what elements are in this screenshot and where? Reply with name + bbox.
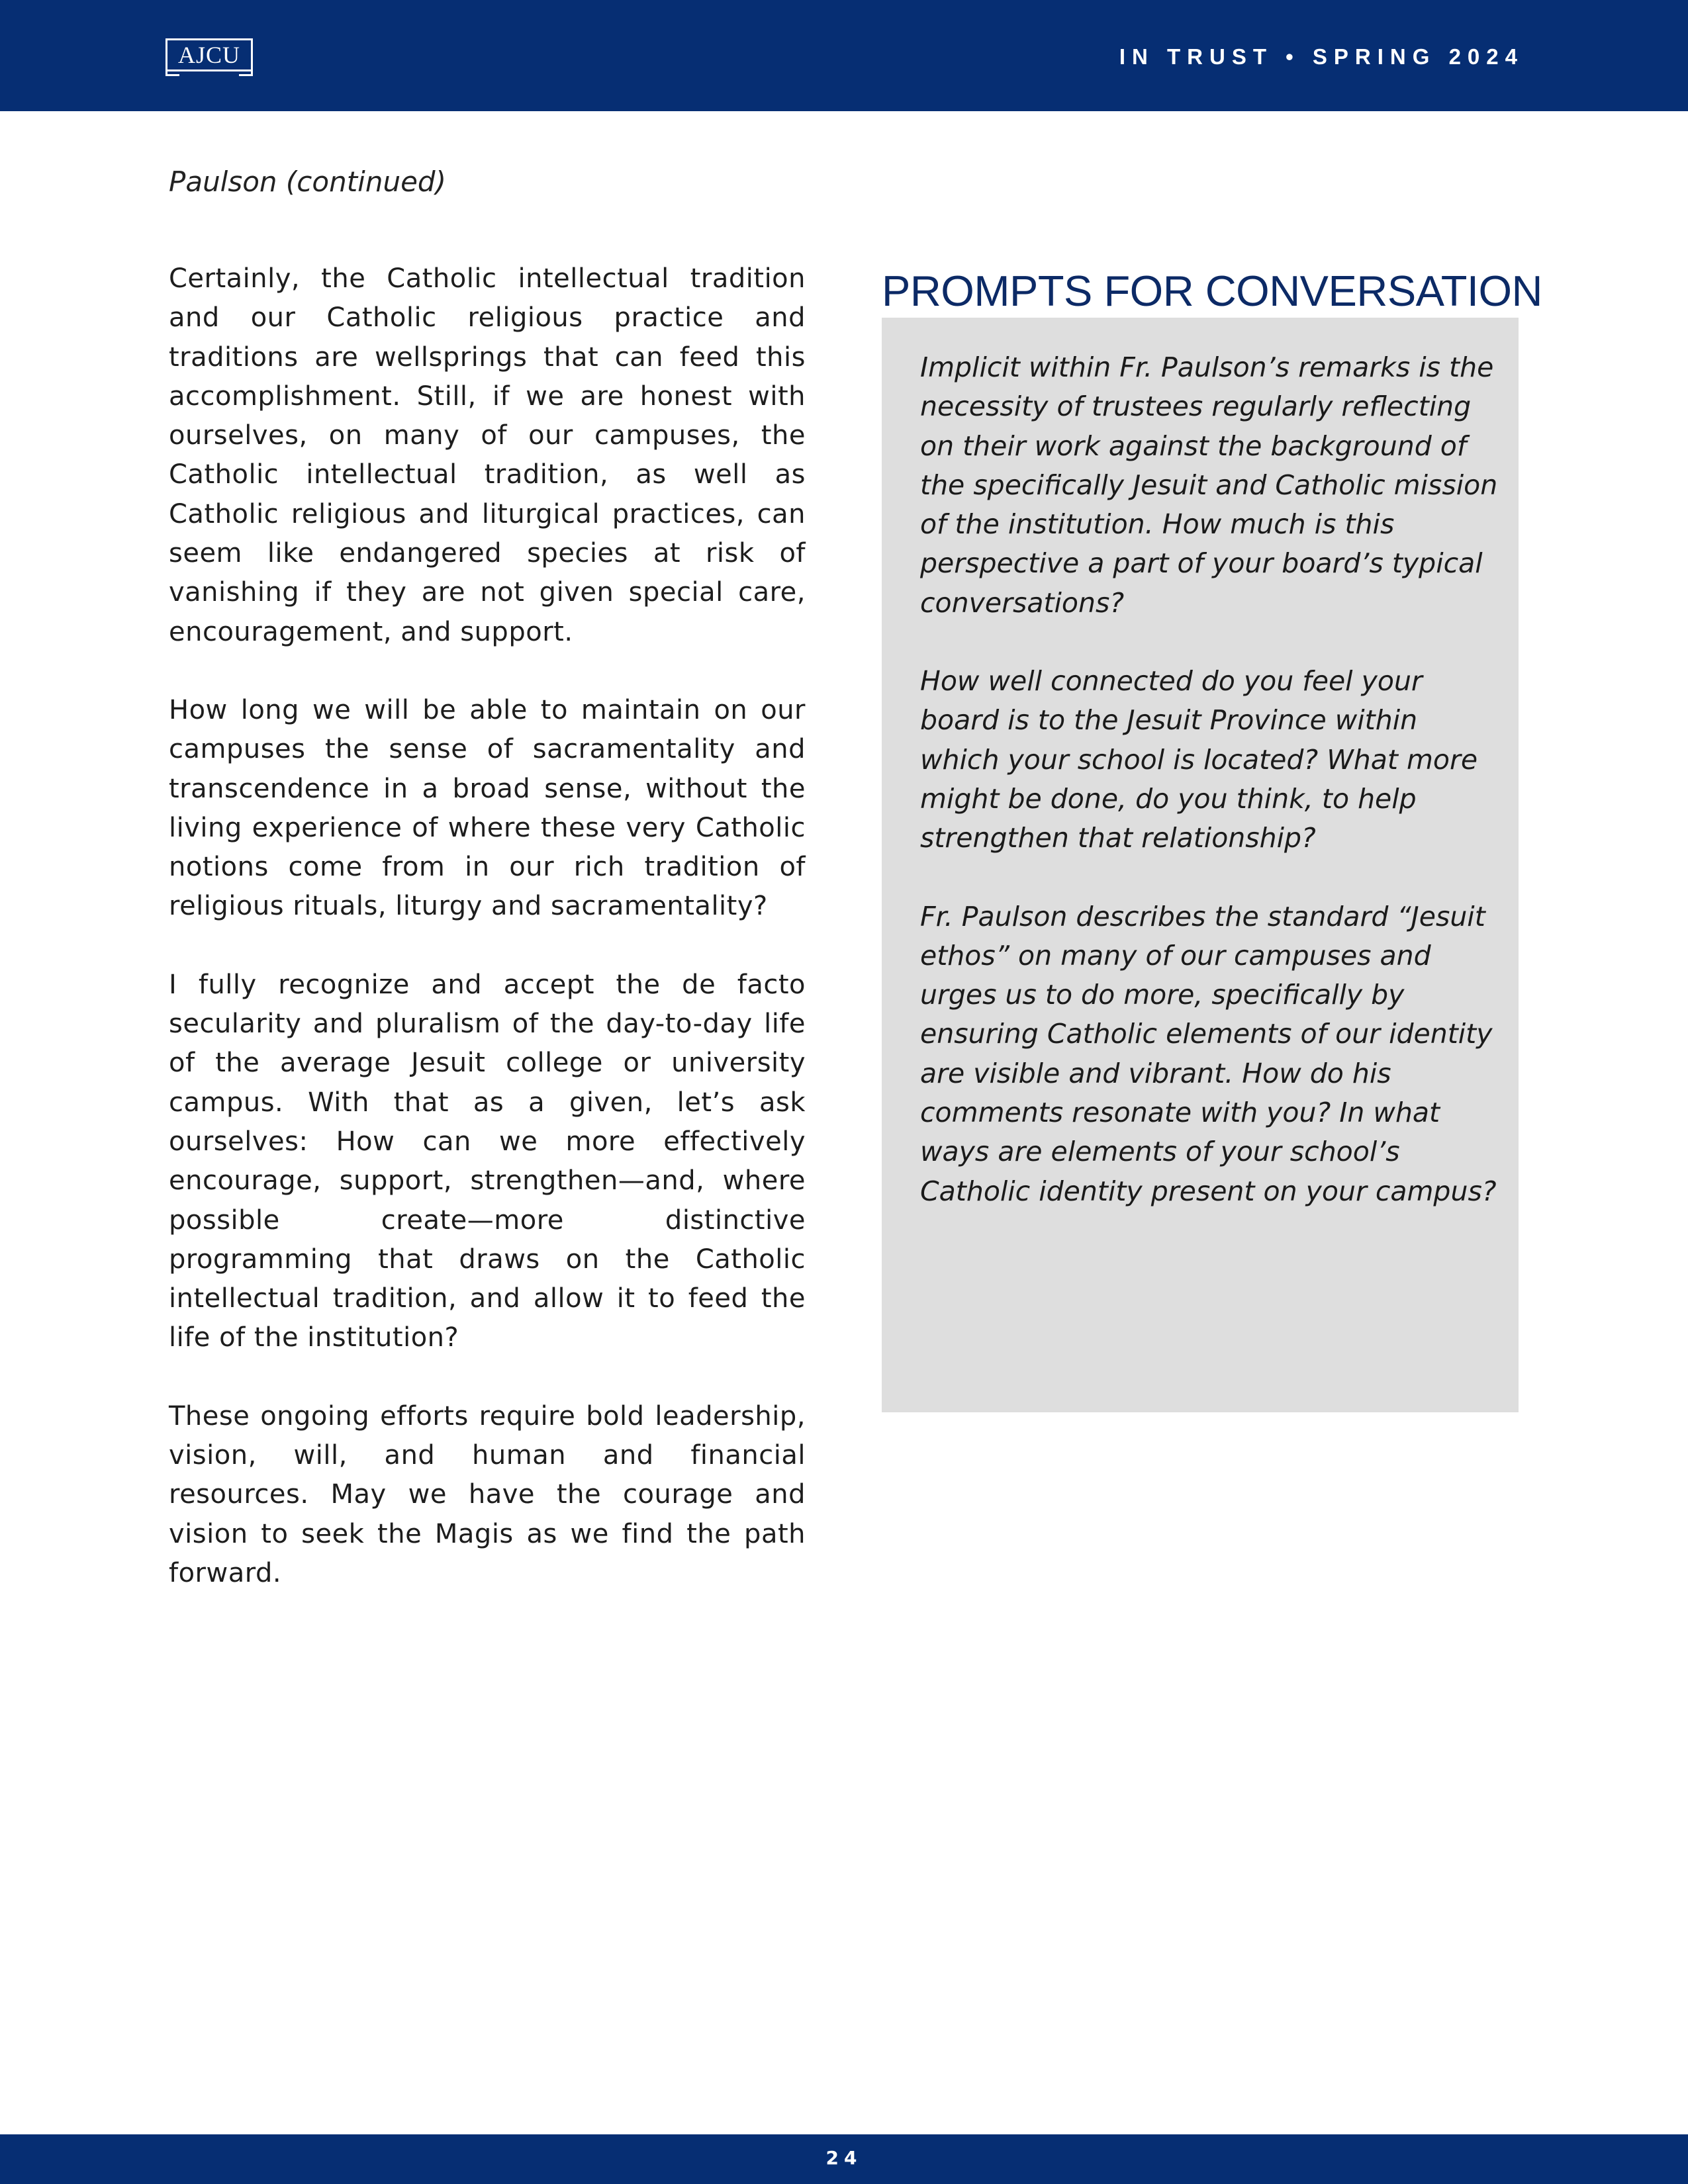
article-paragraph: These ongoing efforts require bold leadership, vision, will, and human and financial resources. May we have the courage and vision to seek the Magis as we find the path forward. — [169, 1400, 806, 1588]
footer-bar — [0, 2134, 1688, 2184]
header-bar — [0, 0, 1688, 111]
article-body — [169, 259, 806, 1632]
prompts-box — [882, 318, 1519, 1412]
prompt-item: How well connected do you feel your board is to the Jesuit Province within which your school is located? What more might be done, do you think, to help strengthen that relationship? — [920, 665, 1478, 854]
article-paragraph: How long we will be able to maintain on our campuses the sense of sacramentality and transcendence in a broad sense, without the living experience of where these very Catholic notions come from in our rich tradition of religious rituals, liturgy and sacramentality? — [169, 694, 806, 922]
continued-label: Paulson (continued) — [169, 165, 446, 198]
prompt-item: Fr. Paulson describes the standard “Jesuit ethos” on many of our campuses and urges us to do more, specifically by ensuring Catholic elements of our identity are visible and vibrant. How do his comments resonate with you? In what ways are elements of your school’s Catholic identity present on your campus? — [920, 900, 1497, 1207]
prompts-title: PROMPTS FOR CONVERSATION — [882, 267, 1542, 315]
article-paragraph: Certainly, the Catholic intellectual tradition and our Catholic religious practice and traditions are wellsprings that can feed this accomplishment. Still, if we are honest with ourselves, on many of our campuses, the Catholic intellectual tradition, as well as Catholic religious and liturgical practices, can seem like endangered species at risk of vanishing if they are not given special care, encouragement, and support. — [169, 263, 806, 647]
prompt-item: Implicit within Fr. Paulson’s remarks is the necessity of trustees regularly reflecting on their work against the background of the specifically Jesuit and Catholic mission of the institution. How much is this perspective a part of your board’s typical conversations? — [920, 351, 1498, 619]
page-number: 24 — [825, 2147, 863, 2169]
article-paragraph: I fully recognize and accept the de facto secularity and pluralism of the day-to-day life of the average Jesuit college or university campus. With that as a given, let’s ask ourselves: How can we more effectively encourage, support, strengthen—and, where possible create—more distinctive programming that draws on the Catholic intellectual tradition, and allow it to feed the life of the institution? — [169, 969, 806, 1353]
logo-text: AJCU — [177, 42, 241, 68]
ajcu-logo — [165, 38, 253, 71]
issue-label: IN TRUST • SPRING 2024 — [1119, 44, 1524, 69]
